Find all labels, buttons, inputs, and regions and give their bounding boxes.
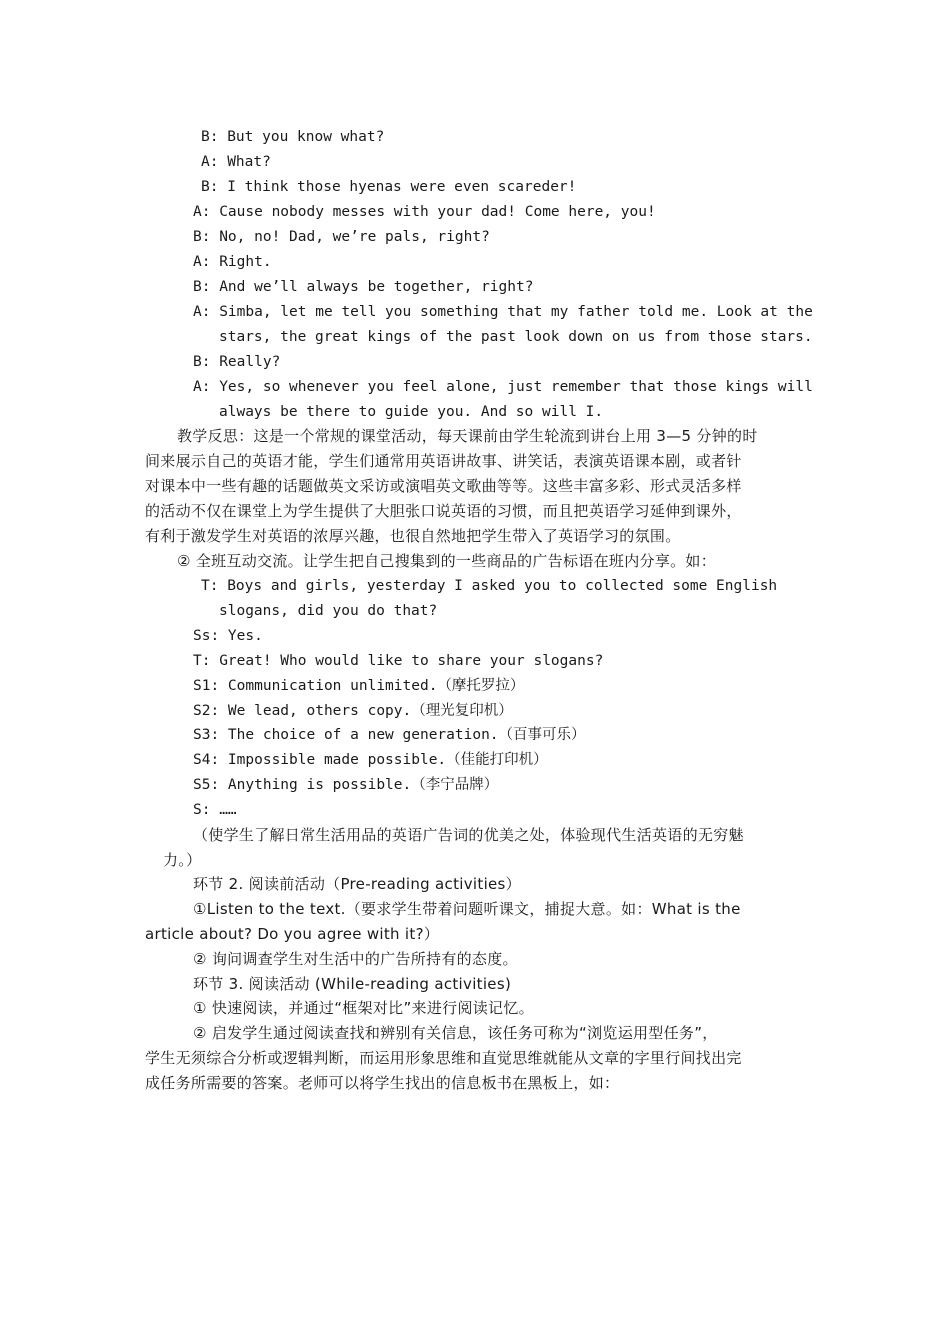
dialogue-line: B: Really? [193,354,281,370]
dialogue-line: slogans, did you do that? [219,603,438,619]
dialogue-line: B: But you know what? [201,129,385,145]
list-item: ② 询问调查学生对生活中的广告所持有的态度。 [193,950,518,968]
note-line: 力。） [163,851,202,869]
reflection-line: 有利于激发学生对英语的浓厚兴趣，也很自然地把学生带入了英语学习的氛围。 [145,527,681,545]
slogan-line: S4: Impossible made possible.（佳能打印机） [193,752,548,768]
dialogue-line: T: Great! Who would like to share your slogans? [193,653,604,669]
reflection-line: 对课本中一些有趣的话题做英文采访或演唱英文歌曲等等。这些丰富多彩、形式灵活多样 [145,477,742,495]
reflection-line: 的活动不仅在课堂上为学生提供了大胆张口说英语的习惯，而且把英语学习延伸到课外， [145,502,742,520]
reflection-line: 间来展示自己的英语才能，学生们通常用英语讲故事、讲笑话，表演英语课本剧，或者针 [145,452,742,470]
dialogue-line: S: …… [193,802,237,818]
slogan-line: S2: We lead, others copy.（理光复印机） [193,703,513,719]
dialogue-line: always be there to guide you. And so will I. [219,404,604,420]
list-item-continuation: article about? Do you agree with it?） [145,925,440,943]
section-heading: 环节 3. 阅读活动 (While-reading activities) [193,975,512,993]
list-item: ② 启发学生通过阅读查找和辨别有关信息，该任务可称为“浏览运用型任务”， [193,1024,718,1042]
dialogue-line: B: And we’ll always be together, right? [193,279,534,295]
section-heading: 环节 2. 阅读前活动（Pre-reading activities） [193,875,521,893]
dialogue-line: A: Cause nobody messes with your dad! Come here, you! [193,204,656,220]
reflection-line: 教学反思：这是一个常规的课堂活动，每天课前由学生轮流到讲台上用 3—5 分钟的时 [177,427,758,445]
dialogue-line: A: What? [201,154,271,170]
dialogue-line: Ss: Yes. [193,628,263,644]
list-item: ① 快速阅读，并通过“框架对比”来进行阅读记忆。 [193,999,534,1017]
list-item-continuation: 学生无须综合分析或逻辑判断，而运用形象思维和直觉思维就能从文章的字里行间找出完 [145,1049,742,1067]
dialogue-line: A: Right. [193,254,272,270]
section-intro: ② 全班互动交流。让学生把自己搜集到的一些商品的广告标语在班内分享。如： [177,552,717,570]
slogan-line: S1: Communication unlimited.（摩托罗拉） [193,678,525,694]
dialogue-line: stars, the great kings of the past look down on us from those stars. [219,329,813,345]
dialogue-line: B: I think those hyenas were even scareder! [201,179,577,195]
slogan-line: S5: Anything is possible.（李宁品牌） [193,777,499,793]
dialogue-line: T: Boys and girls, yesterday I asked you to collected some English [201,578,778,594]
list-item-continuation: 成任务所需要的答案。老师可以将学生找出的信息板书在黑板上，如： [145,1074,620,1092]
dialogue-line: A: Simba, let me tell you something that my father told me. Look at the [193,304,813,320]
note-line: （使学生了解日常生活用品的英语广告词的优美之处，体验现代生活英语的无穷魅 [193,826,744,844]
slogan-line: S3: The choice of a new generation.（百事可乐） [193,727,586,743]
dialogue-line: A: Yes, so whenever you feel alone, just remember that those kings will [193,379,813,395]
list-item: ①Listen to the text.（要求学生带着问题听课文，捕捉大意。如：What is the [193,900,741,918]
dialogue-line: B: No, no! Dad, we’re pals, right? [193,229,490,245]
